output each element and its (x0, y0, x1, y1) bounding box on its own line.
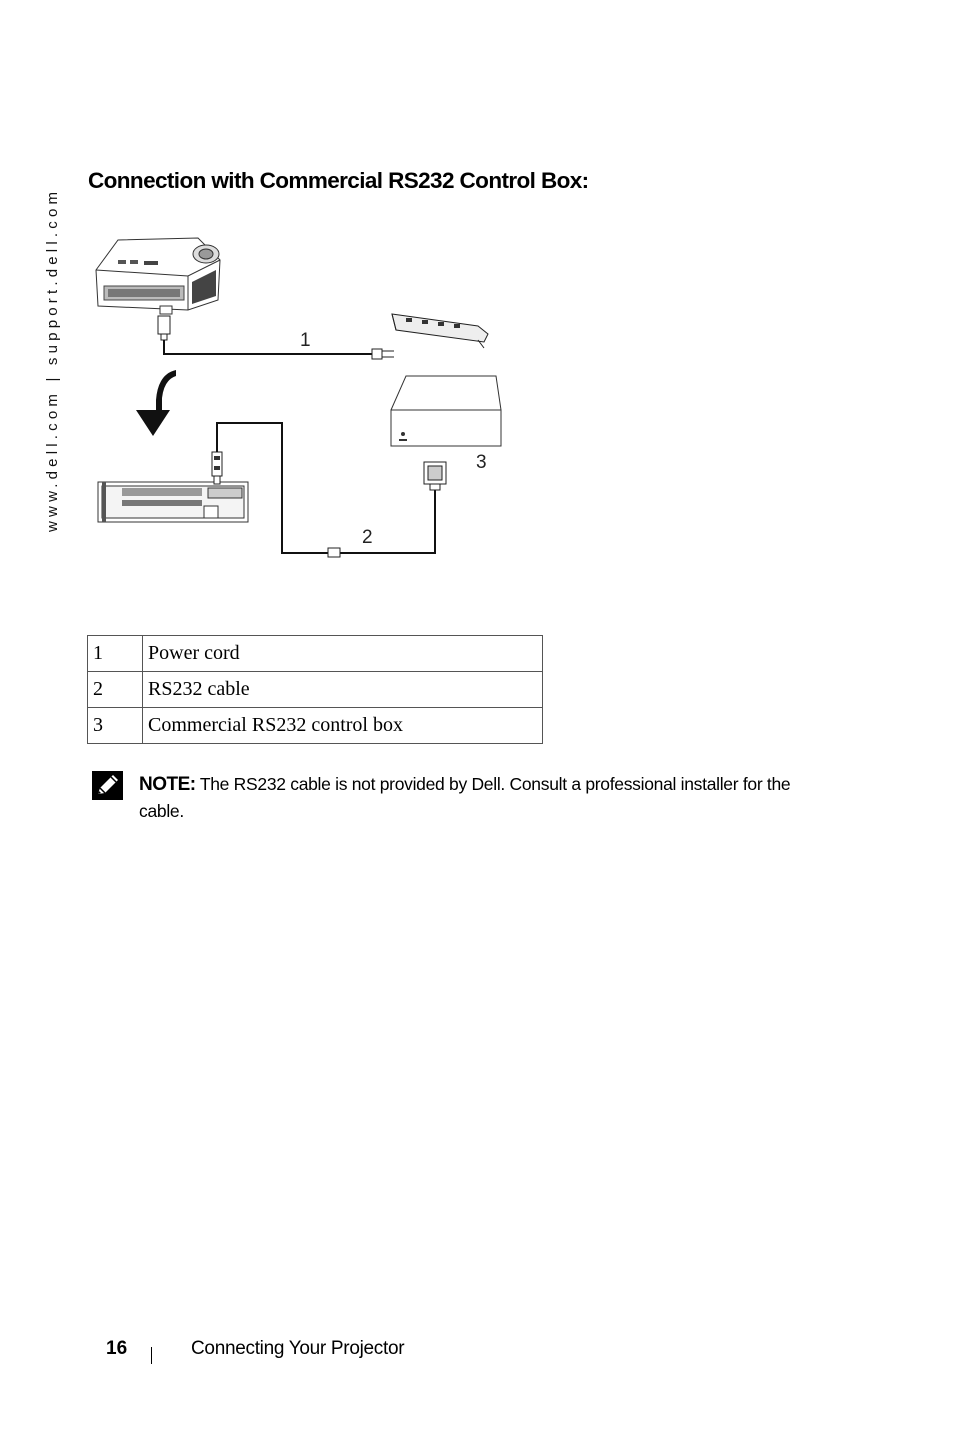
note-label: NOTE: (139, 774, 196, 795)
legend-label: RS232 cable (143, 672, 543, 708)
legend-table (87, 635, 543, 744)
note-text (139, 771, 839, 825)
db9-connector-icon (424, 462, 446, 490)
power-strip-icon (392, 314, 488, 348)
callout-3: 3 (476, 452, 487, 473)
rs232-connector-projector-icon (212, 452, 222, 484)
note-pencil-icon (92, 771, 123, 800)
legend-number: 2 (88, 672, 143, 708)
projector-rear-panel-illustration (98, 482, 248, 522)
table-row (88, 636, 543, 672)
connection-diagram (88, 230, 518, 570)
page-number: 16 (106, 1338, 128, 1359)
projector-illustration (96, 238, 220, 314)
power-cord-line (164, 340, 372, 354)
control-box-illustration (391, 376, 501, 446)
footer-section-title: Connecting Your Projector (191, 1338, 405, 1359)
note-body: The RS232 cable is not provided by Dell. Consult a professional installer for the cable. (139, 774, 791, 821)
legend-number: 3 (88, 708, 143, 744)
callout-2: 2 (362, 527, 373, 548)
legend-number: 1 (88, 636, 143, 672)
footer-divider (151, 1347, 152, 1364)
ferrite-bead-icon (328, 548, 340, 557)
section-heading: Connection with Commercial RS232 Control Box: (88, 168, 589, 193)
power-plug-projector-icon (158, 316, 170, 340)
table-row (88, 672, 543, 708)
legend-label: Commercial RS232 control box (143, 708, 543, 744)
down-arrow-icon (136, 370, 176, 436)
table-row (88, 708, 543, 744)
side-url: www.dell.com | support.dell.com (44, 187, 61, 532)
callout-1: 1 (300, 330, 311, 351)
legend-label: Power cord (143, 636, 543, 672)
power-plug-outlet-icon (372, 349, 394, 359)
